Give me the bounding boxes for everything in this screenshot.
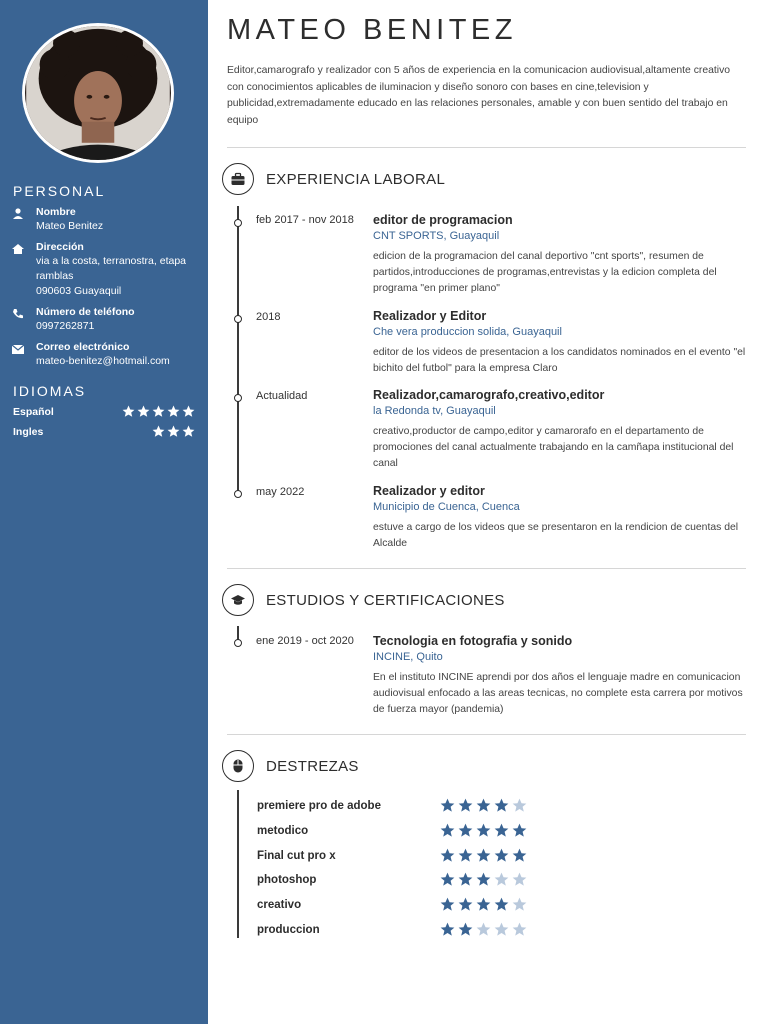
star-icon (512, 897, 527, 912)
skill-name: photoshop (257, 873, 317, 886)
timeline-dot (234, 639, 242, 647)
star-icon (494, 922, 509, 937)
education-section-title: ESTUDIOS Y CERTIFICACIONES (266, 591, 505, 609)
entry-organization: INCINE, Quito (373, 651, 443, 663)
skill-name: metodico (257, 824, 309, 837)
entry-date: may 2022 (256, 486, 305, 498)
star-icon (440, 823, 455, 838)
entry-description: En el instituto INCINE aprendi por dos años el lenguaje madre en comunicacion audiovisual enfocado a las areas tecnicas, no complete esta carrera por motivos de fuerza mayor (pandemia) (373, 672, 743, 716)
entry-date: ene 2019 - oct 2020 (256, 635, 354, 647)
name-value: Mateo Benitez (36, 220, 104, 232)
skill-rating (440, 922, 527, 937)
entry-description: estuve a cargo de los videos que se presentaron en la rendicion de cuentas del Alcalde (373, 522, 739, 550)
avatar-image (25, 26, 171, 160)
star-icon (440, 798, 455, 813)
star-icon (458, 823, 473, 838)
entry-title: Tecnologia en fotografia y sonido (373, 634, 573, 648)
star-icon (494, 798, 509, 813)
entry-organization: la Redonda tv, Guayaquil (373, 405, 496, 417)
star-icon (494, 872, 509, 887)
personal-section-title: PERSONAL (13, 183, 106, 199)
entry-organization: CNT SPORTS, Guayaquil (373, 230, 500, 242)
entry-title: Realizador,camarografo,creativo,editor (373, 388, 605, 402)
name-label: Nombre (36, 206, 76, 218)
skill-row (257, 872, 527, 887)
star-icon (476, 872, 491, 887)
education-section-header (222, 584, 505, 616)
personal-phone-row (11, 306, 201, 334)
star-icon (122, 405, 135, 418)
timeline-dot (234, 315, 242, 323)
experience-entry (373, 308, 751, 377)
star-icon (137, 405, 150, 418)
star-icon (494, 848, 509, 863)
mail-icon (11, 342, 25, 356)
skill-row (257, 922, 527, 937)
skill-rating (440, 823, 527, 838)
experience-entry (373, 387, 751, 473)
skill-rating (440, 798, 527, 813)
education-entry (373, 633, 751, 719)
entry-date: Actualidad (256, 390, 308, 402)
language-name: Español (13, 405, 54, 418)
star-icon (494, 897, 509, 912)
phone-label: Número de teléfono (36, 306, 135, 318)
personal-email-row (11, 341, 201, 369)
graduation-cap-icon (222, 584, 254, 616)
star-icon (167, 425, 180, 438)
star-icon (152, 425, 165, 438)
experience-section-title: EXPERIENCIA LABORAL (266, 170, 446, 188)
entry-date: 2018 (256, 311, 281, 323)
divider (227, 568, 746, 569)
star-icon (476, 897, 491, 912)
entry-description: creativo,productor de campo,editor y camarorafo en el departamento de promociones del canal actualmente trabajando en la camñapa institucional del canal (373, 426, 734, 470)
star-icon (494, 823, 509, 838)
address-label: Dirección (36, 241, 84, 253)
profile-photo (22, 23, 174, 163)
phone-icon (11, 307, 25, 321)
skill-rating (440, 897, 527, 912)
star-icon (440, 872, 455, 887)
star-icon (440, 897, 455, 912)
star-icon (440, 922, 455, 937)
mouse-icon (222, 750, 254, 782)
star-icon (182, 405, 195, 418)
star-icon (476, 798, 491, 813)
star-icon (167, 405, 180, 418)
sidebar (0, 0, 208, 1024)
skill-rating (440, 848, 527, 863)
languages-section-title: IDIOMAS (13, 383, 87, 399)
entry-title: Realizador y editor (373, 484, 485, 498)
star-icon (476, 922, 491, 937)
star-icon (182, 425, 195, 438)
star-icon (512, 823, 527, 838)
resume-summary: Editor,camarografo y realizador con 5 años de experiencia en la comunicacion audiovisual,altamente creativo con conocimientos aplicables de iluminacion y diseño sonoro con bases en cine,television y publicidad,extremadamente educado en las relaciones personales, amable y con buen sentido del trabajo en equipo (227, 65, 731, 126)
personal-info-list (11, 206, 201, 376)
timeline-dot (234, 219, 242, 227)
entry-organization: Municipio de Cuenca, Cuenca (373, 501, 520, 513)
language-row (13, 405, 195, 418)
home-icon (11, 242, 25, 256)
star-icon (512, 922, 527, 937)
star-icon (512, 848, 527, 863)
skills-section-title: DESTREZAS (266, 757, 359, 775)
entry-description: editor de los videos de presentacion a los candidatos nominados en el evento "el bichito del futbol" para la empresa Claro (373, 347, 746, 375)
skill-row (257, 823, 527, 838)
language-rating (152, 425, 195, 438)
briefcase-icon (222, 163, 254, 195)
star-icon (440, 848, 455, 863)
phone-value: 0997262871 (36, 320, 95, 332)
skill-rating (440, 872, 527, 887)
divider (227, 734, 746, 735)
timeline-dot (234, 394, 242, 402)
timeline-line (237, 790, 239, 938)
star-icon (512, 798, 527, 813)
entry-title: Realizador y Editor (373, 309, 487, 323)
star-icon (458, 798, 473, 813)
entry-organization: Che vera produccion solida, Guayaquil (373, 326, 562, 338)
skill-row (257, 897, 527, 912)
skill-row (257, 798, 527, 813)
skill-row (257, 848, 527, 863)
skills-section-header (222, 750, 359, 782)
star-icon (476, 823, 491, 838)
skill-name: premiere pro de adobe (257, 799, 381, 812)
person-icon (11, 207, 25, 221)
skill-name: creativo (257, 898, 302, 911)
personal-name-row (11, 206, 201, 234)
address-value: via a la costa, terranostra, etapa ramblas 090603 Guayaquil (36, 255, 186, 297)
email-label: Correo electrónico (36, 341, 130, 353)
star-icon (458, 848, 473, 863)
skill-name: produccion (257, 923, 320, 936)
star-icon (152, 405, 165, 418)
entry-description: edicion de la programacion del canal deportivo "cnt sports", resumen de partidos,introducciones de programas,entrevistas y la edicion completa del programa "en primer plano" (373, 251, 717, 295)
skill-name: Final cut pro x (257, 849, 336, 862)
language-row (13, 425, 195, 438)
entry-title: editor de programacion (373, 213, 513, 227)
star-icon (512, 872, 527, 887)
star-icon (458, 872, 473, 887)
email-value: mateo-benitez@hotmail.com (36, 355, 170, 367)
star-icon (458, 897, 473, 912)
entry-date: feb 2017 - nov 2018 (256, 214, 354, 226)
experience-section-header (222, 163, 445, 195)
timeline-dot (234, 490, 242, 498)
personal-address-row (11, 241, 201, 299)
language-name: Ingles (13, 425, 44, 438)
resume-name: MATEO BENITEZ (227, 14, 517, 46)
language-rating (122, 405, 195, 418)
experience-entry (373, 483, 751, 552)
divider (227, 147, 746, 148)
star-icon (458, 922, 473, 937)
experience-entry (373, 212, 751, 298)
timeline-line (237, 206, 239, 496)
star-icon (476, 848, 491, 863)
